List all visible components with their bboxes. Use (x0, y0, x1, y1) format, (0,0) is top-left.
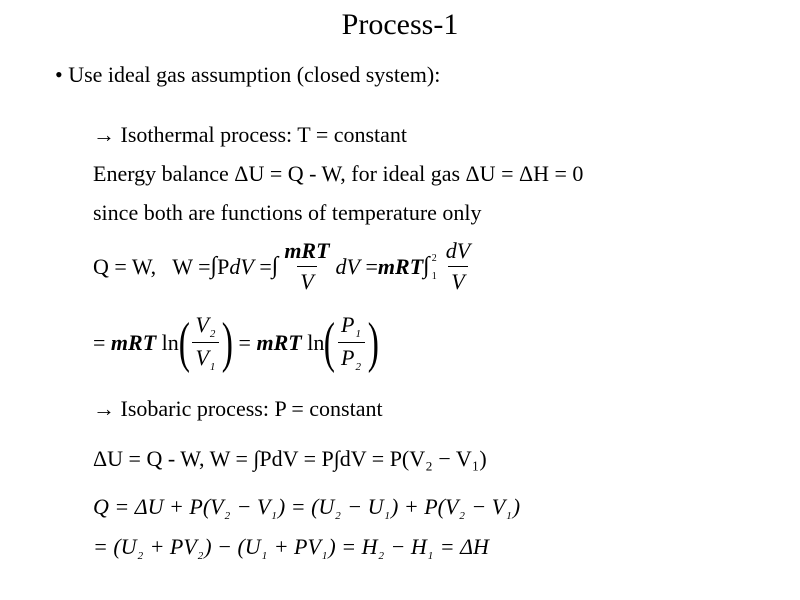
isobaric-heat-equation: $Q = \Delta U + P(V_2 - V_1) = (U_2 - U_1) + P(V_2 - V_1)$ (93, 494, 521, 522)
bullet-ideal-gas: • Use ideal gas assumption (closed system): (55, 62, 441, 87)
energy-balance-line: Energy balance ΔU = Q - W, for ideal gas ΔU = ΔH = 0 (93, 161, 584, 186)
enthalpy-equation: = $(U_2 + PV_2) - (U_1 + PV_1) = H_2 - H_1 = \Delta H$ (93, 534, 489, 562)
slide-title: Process-1 (341, 8, 459, 41)
temperature-only-line: since both are functions of temperature only (93, 200, 482, 225)
isothermal-heading: → Isothermal process: T = constant (93, 122, 408, 147)
isobaric-heading: → Isobaric process: P = constant (93, 396, 383, 421)
isobaric-work-equation: ΔU = Q - W, W = ∫PdV = P∫dV = P(V₂ − V₁) (93, 446, 487, 471)
work-integral-equation: Q = W, W = ∫ P dV = ∫ $\frac{\text{mRT}}{V}$ dV = mRT ∫ 2 1 $\frac{dV}{V}$ (93, 238, 471, 294)
isothermal-log-equation: = mRT ln ( $\frac{V_2}{V_1}$ ) = mRT ln ( $\frac{P_1}{P_2}$ ) (93, 311, 379, 374)
